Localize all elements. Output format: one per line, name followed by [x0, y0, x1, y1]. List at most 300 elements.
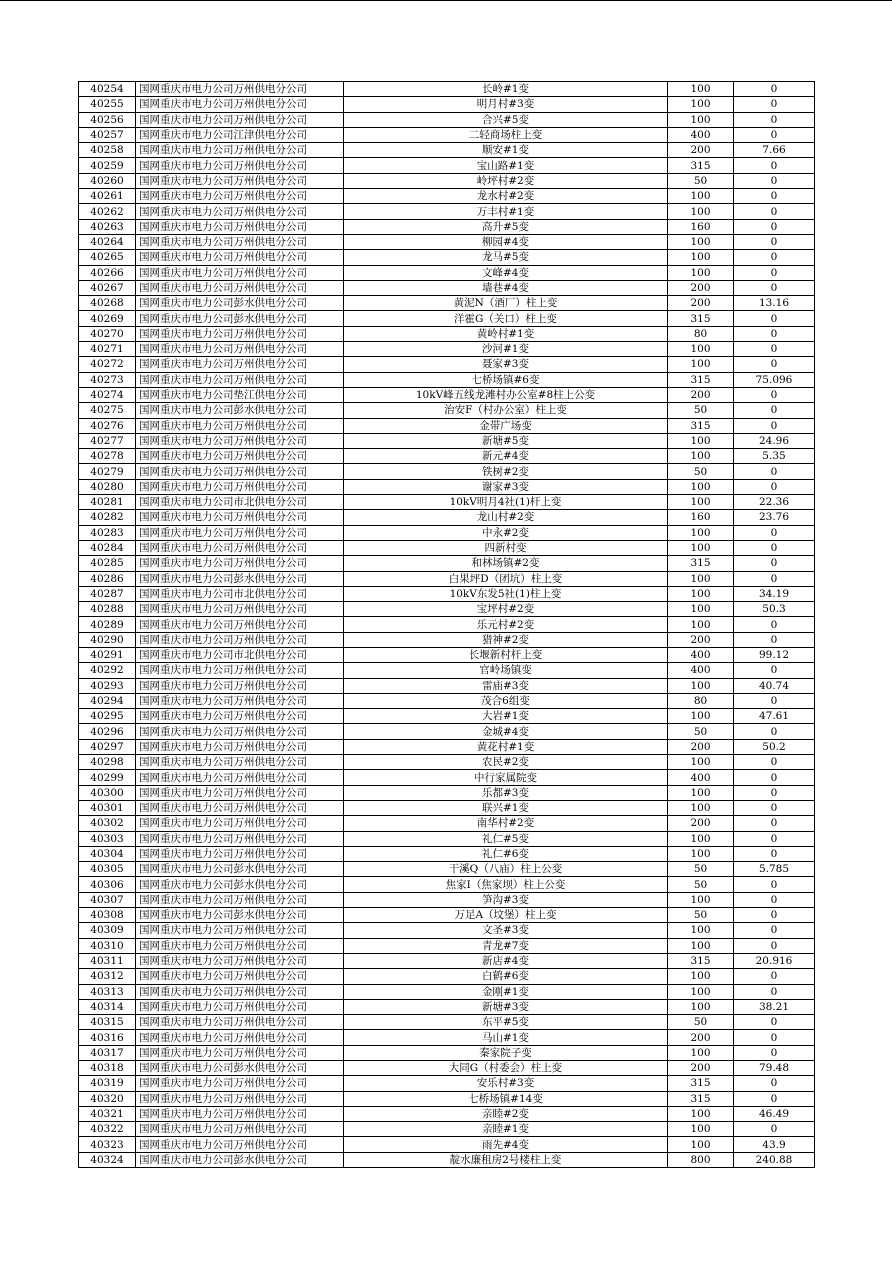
- cell-id: 40323: [79, 1137, 136, 1152]
- cell-value: 0: [734, 1076, 815, 1091]
- table-row: [79, 1076, 815, 1091]
- cell-transformer-name: 铁树#2变: [344, 464, 668, 479]
- cell-id: 40284: [79, 540, 136, 555]
- cell-capacity: 800: [668, 1152, 734, 1167]
- cell-transformer-name: 墙巷#4变: [344, 280, 668, 295]
- cell-capacity: 100: [668, 923, 734, 938]
- cell-id: 40265: [79, 250, 136, 265]
- cell-id: 40276: [79, 418, 136, 433]
- cell-value: 0: [734, 908, 815, 923]
- cell-value: 0: [734, 387, 815, 402]
- cell-capacity: 160: [668, 510, 734, 525]
- table-row: [79, 112, 815, 127]
- cell-organization: 国网重庆市电力公司万州供电分公司: [136, 112, 344, 127]
- cell-organization: 国网重庆市电力公司市北供电分公司: [136, 586, 344, 601]
- table-row: [79, 984, 815, 999]
- cell-id: 40264: [79, 234, 136, 249]
- cell-id: 40282: [79, 510, 136, 525]
- table-row: [79, 908, 815, 923]
- cell-id: 40272: [79, 357, 136, 372]
- table-row: [79, 1015, 815, 1030]
- cell-capacity: 100: [668, 495, 734, 510]
- cell-id: 40295: [79, 709, 136, 724]
- cell-transformer-name: 二轻商场柱上变: [344, 127, 668, 142]
- cell-organization: 国网重庆市电力公司万州供电分公司: [136, 510, 344, 525]
- cell-value: 5.35: [734, 449, 815, 464]
- cell-capacity: 100: [668, 709, 734, 724]
- table-row: [79, 82, 815, 97]
- table-row: [79, 525, 815, 540]
- cell-transformer-name: 七桥场镇#14变: [344, 1091, 668, 1106]
- cell-id: 40290: [79, 632, 136, 647]
- cell-id: 40318: [79, 1061, 136, 1076]
- cell-transformer-name: 亲睦#2变: [344, 1106, 668, 1121]
- cell-transformer-name: 礼仁#6变: [344, 846, 668, 861]
- page-top-border: [0, 0, 892, 1]
- cell-value: 0: [734, 1091, 815, 1106]
- cell-transformer-name: 10kV峰五线龙滩村办公室#8柱上公变: [344, 387, 668, 402]
- table-row: [79, 969, 815, 984]
- cell-capacity: 100: [668, 449, 734, 464]
- cell-value: 0: [734, 234, 815, 249]
- table-row: [79, 433, 815, 448]
- table-row: [79, 647, 815, 662]
- cell-transformer-name: 金带广场变: [344, 418, 668, 433]
- cell-transformer-name: 白鹤#6变: [344, 969, 668, 984]
- cell-id: 40274: [79, 387, 136, 402]
- cell-value: 23.76: [734, 510, 815, 525]
- cell-capacity: 100: [668, 357, 734, 372]
- cell-id: 40321: [79, 1106, 136, 1121]
- cell-organization: 国网重庆市电力公司彭水供电分公司: [136, 571, 344, 586]
- cell-id: 40258: [79, 143, 136, 158]
- cell-organization: 国网重庆市电力公司彭水供电分公司: [136, 1061, 344, 1076]
- cell-value: 0: [734, 1030, 815, 1045]
- table-row: [79, 495, 815, 510]
- cell-transformer-name: 新元#4变: [344, 449, 668, 464]
- cell-value: 0: [734, 540, 815, 555]
- cell-organization: 国网重庆市电力公司万州供电分公司: [136, 97, 344, 112]
- cell-organization: 国网重庆市电力公司万州供电分公司: [136, 158, 344, 173]
- cell-transformer-name: 明月村#3变: [344, 97, 668, 112]
- cell-organization: 国网重庆市电力公司万州供电分公司: [136, 250, 344, 265]
- cell-value: 0: [734, 464, 815, 479]
- cell-capacity: 100: [668, 984, 734, 999]
- cell-capacity: 100: [668, 525, 734, 540]
- cell-value: 0: [734, 1122, 815, 1137]
- table-row: [79, 892, 815, 907]
- cell-id: 40259: [79, 158, 136, 173]
- cell-capacity: 100: [668, 189, 734, 204]
- cell-organization: 国网重庆市电力公司万州供电分公司: [136, 556, 344, 571]
- cell-id: 40270: [79, 326, 136, 341]
- cell-id: 40311: [79, 953, 136, 968]
- cell-id: 40293: [79, 678, 136, 693]
- cell-transformer-name: 龙水村#2变: [344, 189, 668, 204]
- cell-capacity: 160: [668, 219, 734, 234]
- cell-organization: 国网重庆市电力公司万州供电分公司: [136, 357, 344, 372]
- table-row: [79, 1045, 815, 1060]
- cell-id: 40296: [79, 724, 136, 739]
- cell-value: 0: [734, 923, 815, 938]
- cell-organization: 国网重庆市电力公司万州供电分公司: [136, 219, 344, 234]
- cell-id: 40269: [79, 311, 136, 326]
- table-row: [79, 877, 815, 892]
- cell-organization: 国网重庆市电力公司万州供电分公司: [136, 1030, 344, 1045]
- table-row: [79, 158, 815, 173]
- cell-organization: 国网重庆市电力公司万州供电分公司: [136, 953, 344, 968]
- cell-organization: 国网重庆市电力公司万州供电分公司: [136, 755, 344, 770]
- cell-value: 0: [734, 250, 815, 265]
- table-row: [79, 326, 815, 341]
- cell-capacity: 315: [668, 953, 734, 968]
- cell-transformer-name: 靛水廉租房2号楼柱上变: [344, 1152, 668, 1167]
- cell-value: 0: [734, 984, 815, 999]
- cell-capacity: 200: [668, 1061, 734, 1076]
- cell-organization: 国网重庆市电力公司万州供电分公司: [136, 1106, 344, 1121]
- cell-capacity: 100: [668, 1045, 734, 1060]
- cell-transformer-name: 中行家属院变: [344, 770, 668, 785]
- cell-transformer-name: 万足A（坟堡）柱上变: [344, 908, 668, 923]
- cell-value: 0: [734, 938, 815, 953]
- cell-capacity: 80: [668, 326, 734, 341]
- table-row: [79, 372, 815, 387]
- cell-value: 0: [734, 418, 815, 433]
- cell-transformer-name: 金刚#1变: [344, 984, 668, 999]
- cell-organization: 国网重庆市电力公司市北供电分公司: [136, 495, 344, 510]
- cell-organization: 国网重庆市电力公司彭水供电分公司: [136, 311, 344, 326]
- cell-capacity: 100: [668, 97, 734, 112]
- table-row: [79, 1106, 815, 1121]
- cell-id: 40319: [79, 1076, 136, 1091]
- cell-id: 40324: [79, 1152, 136, 1167]
- cell-value: 0: [734, 326, 815, 341]
- cell-value: 0: [734, 800, 815, 815]
- cell-capacity: 100: [668, 112, 734, 127]
- cell-capacity: 200: [668, 1030, 734, 1045]
- cell-transformer-name: 青龙#7变: [344, 938, 668, 953]
- cell-organization: 国网重庆市电力公司万州供电分公司: [136, 1015, 344, 1030]
- table-row: [79, 342, 815, 357]
- cell-organization: 国网重庆市电力公司万州供电分公司: [136, 663, 344, 678]
- table-row: [79, 556, 815, 571]
- cell-transformer-name: 长堰新村杆上变: [344, 647, 668, 662]
- cell-capacity: 100: [668, 540, 734, 555]
- table-row: [79, 785, 815, 800]
- cell-value: 99.12: [734, 647, 815, 662]
- table-row: [79, 709, 815, 724]
- cell-id: 40257: [79, 127, 136, 142]
- cell-organization: 国网重庆市电力公司市北供电分公司: [136, 647, 344, 662]
- cell-value: 0: [734, 1015, 815, 1030]
- table-row: [79, 724, 815, 739]
- table-row: [79, 1122, 815, 1137]
- cell-transformer-name: 笋沟#3变: [344, 892, 668, 907]
- cell-capacity: 315: [668, 418, 734, 433]
- table-row: [79, 770, 815, 785]
- table-row: [79, 311, 815, 326]
- table-row: [79, 418, 815, 433]
- table-row: [79, 862, 815, 877]
- table-row: [79, 1030, 815, 1045]
- table-row: [79, 97, 815, 112]
- cell-capacity: 315: [668, 372, 734, 387]
- cell-transformer-name: 马山#1变: [344, 1030, 668, 1045]
- table-body: [79, 82, 815, 1168]
- table-row: [79, 617, 815, 632]
- cell-organization: 国网重庆市电力公司万州供电分公司: [136, 617, 344, 632]
- cell-transformer-name: 乐都#3变: [344, 785, 668, 800]
- cell-organization: 国网重庆市电力公司万州供电分公司: [136, 1045, 344, 1060]
- cell-id: 40268: [79, 296, 136, 311]
- cell-id: 40275: [79, 403, 136, 418]
- cell-transformer-name: 柳园#4变: [344, 234, 668, 249]
- cell-id: 40298: [79, 755, 136, 770]
- cell-value: 0: [734, 770, 815, 785]
- cell-id: 40297: [79, 739, 136, 754]
- cell-id: 40307: [79, 892, 136, 907]
- cell-transformer-name: 宝山路#1变: [344, 158, 668, 173]
- table-row: [79, 831, 815, 846]
- cell-id: 40286: [79, 571, 136, 586]
- cell-id: 40256: [79, 112, 136, 127]
- table-row: [79, 1061, 815, 1076]
- cell-transformer-name: 四新村变: [344, 540, 668, 555]
- cell-capacity: 100: [668, 602, 734, 617]
- cell-transformer-name: 安乐村#3变: [344, 1076, 668, 1091]
- cell-value: 0: [734, 204, 815, 219]
- cell-id: 40255: [79, 97, 136, 112]
- cell-capacity: 100: [668, 433, 734, 448]
- cell-id: 40303: [79, 831, 136, 846]
- cell-value: 47.61: [734, 709, 815, 724]
- cell-value: 0: [734, 831, 815, 846]
- cell-value: 46.49: [734, 1106, 815, 1121]
- cell-transformer-name: 七桥场镇#6变: [344, 372, 668, 387]
- cell-transformer-name: 黄岭村#1变: [344, 326, 668, 341]
- cell-transformer-name: 谢家#3变: [344, 479, 668, 494]
- cell-transformer-name: 亲睦#1变: [344, 1122, 668, 1137]
- cell-id: 40267: [79, 280, 136, 295]
- cell-organization: 国网重庆市电力公司万州供电分公司: [136, 265, 344, 280]
- cell-capacity: 100: [668, 800, 734, 815]
- cell-transformer-name: 中永#2变: [344, 525, 668, 540]
- cell-value: 79.48: [734, 1061, 815, 1076]
- cell-capacity: 315: [668, 158, 734, 173]
- cell-value: 0: [734, 357, 815, 372]
- cell-id: 40288: [79, 602, 136, 617]
- table-row: [79, 571, 815, 586]
- cell-capacity: 200: [668, 816, 734, 831]
- cell-transformer-name: 南华村#2变: [344, 816, 668, 831]
- cell-value: 24.96: [734, 433, 815, 448]
- table-row: [79, 449, 815, 464]
- cell-id: 40312: [79, 969, 136, 984]
- cell-organization: 国网重庆市电力公司万州供电分公司: [136, 816, 344, 831]
- cell-organization: 国网重庆市电力公司万州供电分公司: [136, 632, 344, 647]
- cell-value: 0: [734, 112, 815, 127]
- cell-capacity: 50: [668, 464, 734, 479]
- cell-value: 0: [734, 173, 815, 188]
- table-row: [79, 846, 815, 861]
- cell-value: 0: [734, 280, 815, 295]
- cell-value: 0: [734, 571, 815, 586]
- cell-transformer-name: 金城#4变: [344, 724, 668, 739]
- cell-transformer-name: 官岭场镇变: [344, 663, 668, 678]
- cell-capacity: 100: [668, 785, 734, 800]
- cell-value: 0: [734, 892, 815, 907]
- cell-value: 0: [734, 219, 815, 234]
- cell-id: 40283: [79, 525, 136, 540]
- cell-transformer-name: 大同G（村委会）柱上变: [344, 1061, 668, 1076]
- cell-capacity: 50: [668, 724, 734, 739]
- cell-transformer-name: 黄泥N（酒厂）柱上变: [344, 296, 668, 311]
- table-row: [79, 953, 815, 968]
- cell-transformer-name: 焦家I（焦家坝）柱上公变: [344, 877, 668, 892]
- cell-value: 5.785: [734, 862, 815, 877]
- cell-capacity: 100: [668, 586, 734, 601]
- cell-value: 38.21: [734, 999, 815, 1014]
- cell-value: 0: [734, 97, 815, 112]
- cell-id: 40322: [79, 1122, 136, 1137]
- cell-transformer-name: 文峰#4变: [344, 265, 668, 280]
- cell-value: 0: [734, 755, 815, 770]
- cell-value: 0: [734, 525, 815, 540]
- cell-id: 40271: [79, 342, 136, 357]
- cell-id: 40317: [79, 1045, 136, 1060]
- cell-value: 0: [734, 82, 815, 97]
- cell-id: 40306: [79, 877, 136, 892]
- cell-capacity: 100: [668, 617, 734, 632]
- cell-organization: 国网重庆市电力公司万州供电分公司: [136, 785, 344, 800]
- cell-id: 40278: [79, 449, 136, 464]
- cell-capacity: 100: [668, 479, 734, 494]
- table-row: [79, 800, 815, 815]
- cell-organization: 国网重庆市电力公司万州供电分公司: [136, 800, 344, 815]
- cell-value: 0: [734, 556, 815, 571]
- cell-capacity: 315: [668, 1091, 734, 1106]
- cell-transformer-name: 白果坪D（团坑）柱上变: [344, 571, 668, 586]
- cell-value: 0: [734, 816, 815, 831]
- table-row: [79, 265, 815, 280]
- cell-transformer-name: 合兴#5变: [344, 112, 668, 127]
- cell-organization: 国网重庆市电力公司万州供电分公司: [136, 709, 344, 724]
- cell-transformer-name: 文圣#3变: [344, 923, 668, 938]
- cell-organization: 国网重庆市电力公司万州供电分公司: [136, 739, 344, 754]
- table-row: [79, 127, 815, 142]
- cell-capacity: 100: [668, 265, 734, 280]
- cell-organization: 国网重庆市电力公司万州供电分公司: [136, 1137, 344, 1152]
- cell-capacity: 315: [668, 556, 734, 571]
- cell-capacity: 100: [668, 969, 734, 984]
- table-row: [79, 479, 815, 494]
- table-row: [79, 663, 815, 678]
- table-row: [79, 189, 815, 204]
- table-row: [79, 678, 815, 693]
- cell-transformer-name: 顺安#1变: [344, 143, 668, 158]
- cell-value: 0: [734, 403, 815, 418]
- cell-transformer-name: 雷庙#3变: [344, 678, 668, 693]
- cell-transformer-name: 乐元村#2变: [344, 617, 668, 632]
- cell-capacity: 100: [668, 1122, 734, 1137]
- cell-transformer-name: 雨先#4变: [344, 1137, 668, 1152]
- cell-id: 40260: [79, 173, 136, 188]
- cell-organization: 国网重庆市电力公司彭水供电分公司: [136, 877, 344, 892]
- cell-organization: 国网重庆市电力公司彭水供电分公司: [136, 403, 344, 418]
- cell-capacity: 50: [668, 908, 734, 923]
- cell-capacity: 100: [668, 204, 734, 219]
- table-row: [79, 586, 815, 601]
- cell-organization: 国网重庆市电力公司万州供电分公司: [136, 280, 344, 295]
- table-row: [79, 296, 815, 311]
- table-row: [79, 1137, 815, 1152]
- cell-organization: 国网重庆市电力公司彭水供电分公司: [136, 862, 344, 877]
- cell-id: 40262: [79, 204, 136, 219]
- cell-transformer-name: 猎神#2变: [344, 632, 668, 647]
- cell-organization: 国网重庆市电力公司垫江供电分公司: [136, 387, 344, 402]
- cell-capacity: 100: [668, 831, 734, 846]
- cell-organization: 国网重庆市电力公司万州供电分公司: [136, 433, 344, 448]
- table-row: [79, 219, 815, 234]
- table-row: [79, 938, 815, 953]
- cell-organization: 国网重庆市电力公司万州供电分公司: [136, 173, 344, 188]
- cell-id: 40320: [79, 1091, 136, 1106]
- cell-organization: 国网重庆市电力公司彭水供电分公司: [136, 296, 344, 311]
- cell-id: 40287: [79, 586, 136, 601]
- cell-transformer-name: 新店#4变: [344, 953, 668, 968]
- cell-id: 40294: [79, 693, 136, 708]
- cell-id: 40279: [79, 464, 136, 479]
- cell-value: 0: [734, 127, 815, 142]
- cell-capacity: 50: [668, 173, 734, 188]
- cell-transformer-name: 岭坪村#2变: [344, 173, 668, 188]
- cell-organization: 国网重庆市电力公司万州供电分公司: [136, 770, 344, 785]
- cell-transformer-name: 10kV东发5社(1)柱上变: [344, 586, 668, 601]
- cell-id: 40273: [79, 372, 136, 387]
- cell-value: 0: [734, 724, 815, 739]
- cell-value: 43.9: [734, 1137, 815, 1152]
- cell-transformer-name: 沙河#1变: [344, 342, 668, 357]
- cell-id: 40277: [79, 433, 136, 448]
- cell-value: 240.88: [734, 1152, 815, 1167]
- cell-capacity: 315: [668, 311, 734, 326]
- cell-value: 22.36: [734, 495, 815, 510]
- cell-id: 40309: [79, 923, 136, 938]
- cell-id: 40299: [79, 770, 136, 785]
- cell-transformer-name: 治安F（村办公室）柱上变: [344, 403, 668, 418]
- cell-capacity: 50: [668, 877, 734, 892]
- cell-organization: 国网重庆市电力公司万州供电分公司: [136, 923, 344, 938]
- cell-organization: 国网重庆市电力公司万州供电分公司: [136, 449, 344, 464]
- cell-transformer-name: 礼仁#5变: [344, 831, 668, 846]
- cell-value: 0: [734, 265, 815, 280]
- cell-value: 0: [734, 1045, 815, 1060]
- cell-value: 0: [734, 693, 815, 708]
- cell-transformer-name: 龙马#5变: [344, 250, 668, 265]
- cell-value: 0: [734, 877, 815, 892]
- cell-organization: 国网重庆市电力公司万州供电分公司: [136, 525, 344, 540]
- cell-id: 40305: [79, 862, 136, 877]
- table-row: [79, 923, 815, 938]
- cell-organization: 国网重庆市电力公司万州供电分公司: [136, 1091, 344, 1106]
- table-row: [79, 1152, 815, 1167]
- cell-organization: 国网重庆市电力公司万州供电分公司: [136, 831, 344, 846]
- table-row: [79, 1091, 815, 1106]
- table-row: [79, 540, 815, 555]
- cell-transformer-name: 高升#5变: [344, 219, 668, 234]
- cell-value: 0: [734, 846, 815, 861]
- cell-id: 40314: [79, 999, 136, 1014]
